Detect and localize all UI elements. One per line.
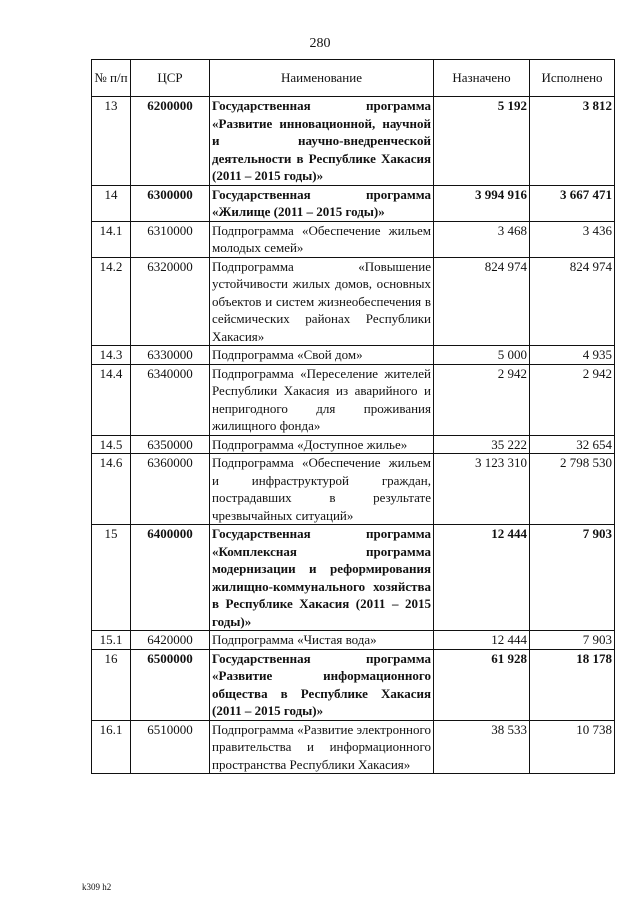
row-planned: 38 533	[434, 720, 530, 774]
row-code: 6310000	[131, 221, 210, 257]
row-planned: 12 444	[434, 525, 530, 631]
footer-document-code: k309 h2	[82, 882, 112, 892]
row-planned: 61 928	[434, 649, 530, 720]
table-row	[92, 525, 615, 631]
row-num: 14.4	[92, 364, 131, 435]
row-code: 6350000	[131, 435, 210, 454]
table-row	[92, 221, 615, 257]
row-name: Государственная программа «Развитие инновационной, научной и научно-внедренческой деятельности в Республике Хакасия (2011 – 2015 годы)»	[210, 97, 434, 186]
row-num: 16	[92, 649, 131, 720]
table-row	[92, 364, 615, 435]
row-name: Подпрограмма «Обеспечение жильем и инфраструктурой граждан, пострадавших в результате чрезвычайных ситуаций»	[210, 454, 434, 525]
table-header-row	[92, 60, 615, 97]
table-row	[92, 454, 615, 525]
row-code: 6420000	[131, 631, 210, 650]
row-num: 14.3	[92, 346, 131, 365]
row-name: Государственная программа «Жилище (2011 – 2015 годы)»	[210, 185, 434, 221]
row-name: Государственная программа «Развитие информационного общества в Республике Хакасия (2011 – 2015 годы)»	[210, 649, 434, 720]
row-executed: 2 798 530	[530, 454, 615, 525]
row-planned: 5 000	[434, 346, 530, 365]
row-executed: 18 178	[530, 649, 615, 720]
row-name: Подпрограмма «Свой дом»	[210, 346, 434, 365]
row-executed: 10 738	[530, 720, 615, 774]
row-num: 14	[92, 185, 131, 221]
row-code: 6500000	[131, 649, 210, 720]
row-name: Подпрограмма «Доступное жилье»	[210, 435, 434, 454]
table-row	[92, 720, 615, 774]
row-name: Государственная программа «Комплексная программа модернизации и реформирования жилищно-коммунального хозяйства в Республике Хакасия (2011 – 2015 годы)»	[210, 525, 434, 631]
row-num: 13	[92, 97, 131, 186]
table-row	[92, 97, 615, 186]
row-executed: 7 903	[530, 525, 615, 631]
row-executed: 7 903	[530, 631, 615, 650]
row-num: 14.6	[92, 454, 131, 525]
row-code: 6360000	[131, 454, 210, 525]
row-code: 6510000	[131, 720, 210, 774]
row-executed: 824 974	[530, 257, 615, 346]
row-code: 6320000	[131, 257, 210, 346]
row-planned: 2 942	[434, 364, 530, 435]
row-code: 6330000	[131, 346, 210, 365]
row-planned: 824 974	[434, 257, 530, 346]
row-code: 6300000	[131, 185, 210, 221]
budget-table	[91, 59, 615, 774]
row-executed: 3 436	[530, 221, 615, 257]
row-num: 14.2	[92, 257, 131, 346]
table-row	[92, 649, 615, 720]
row-code: 6200000	[131, 97, 210, 186]
page-number: 280	[309, 36, 331, 51]
row-planned: 3 994 916	[434, 185, 530, 221]
row-planned: 12 444	[434, 631, 530, 650]
row-planned: 3 468	[434, 221, 530, 257]
row-num: 14.1	[92, 221, 131, 257]
row-executed: 2 942	[530, 364, 615, 435]
row-executed: 3 667 471	[530, 185, 615, 221]
row-executed: 3 812	[530, 97, 615, 186]
row-executed: 4 935	[530, 346, 615, 365]
table-row	[92, 631, 615, 650]
table-row	[92, 346, 615, 365]
row-num: 16.1	[92, 720, 131, 774]
row-planned: 5 192	[434, 97, 530, 186]
row-name: Подпрограмма «Повышение устойчивости жилых домов, основных объектов и систем жизнеобеспечения в сейсмических районах Республики Хакасия»	[210, 257, 434, 346]
row-planned: 35 222	[434, 435, 530, 454]
header-code: ЦСР	[131, 60, 210, 97]
row-name: Подпрограмма «Развитие электронного правительства и информационного пространства Республики Хакасия»	[210, 720, 434, 774]
header-planned: Назначено	[434, 60, 530, 97]
header-executed: Исполнено	[530, 60, 615, 97]
row-num: 15.1	[92, 631, 131, 650]
row-executed: 32 654	[530, 435, 615, 454]
row-name: Подпрограмма «Переселение жителей Республики Хакасия из аварийного и непригодного для проживания жилищного фонда»	[210, 364, 434, 435]
table-row	[92, 257, 615, 346]
row-code: 6340000	[131, 364, 210, 435]
row-num: 14.5	[92, 435, 131, 454]
row-name: Подпрограмма «Чистая вода»	[210, 631, 434, 650]
row-num: 15	[92, 525, 131, 631]
row-planned: 3 123 310	[434, 454, 530, 525]
table-row	[92, 435, 615, 454]
row-code: 6400000	[131, 525, 210, 631]
table-row	[92, 185, 615, 221]
row-name: Подпрограмма «Обеспечение жильем молодых семей»	[210, 221, 434, 257]
header-num: № п/п	[92, 60, 131, 97]
header-name: Наименование	[210, 60, 434, 97]
